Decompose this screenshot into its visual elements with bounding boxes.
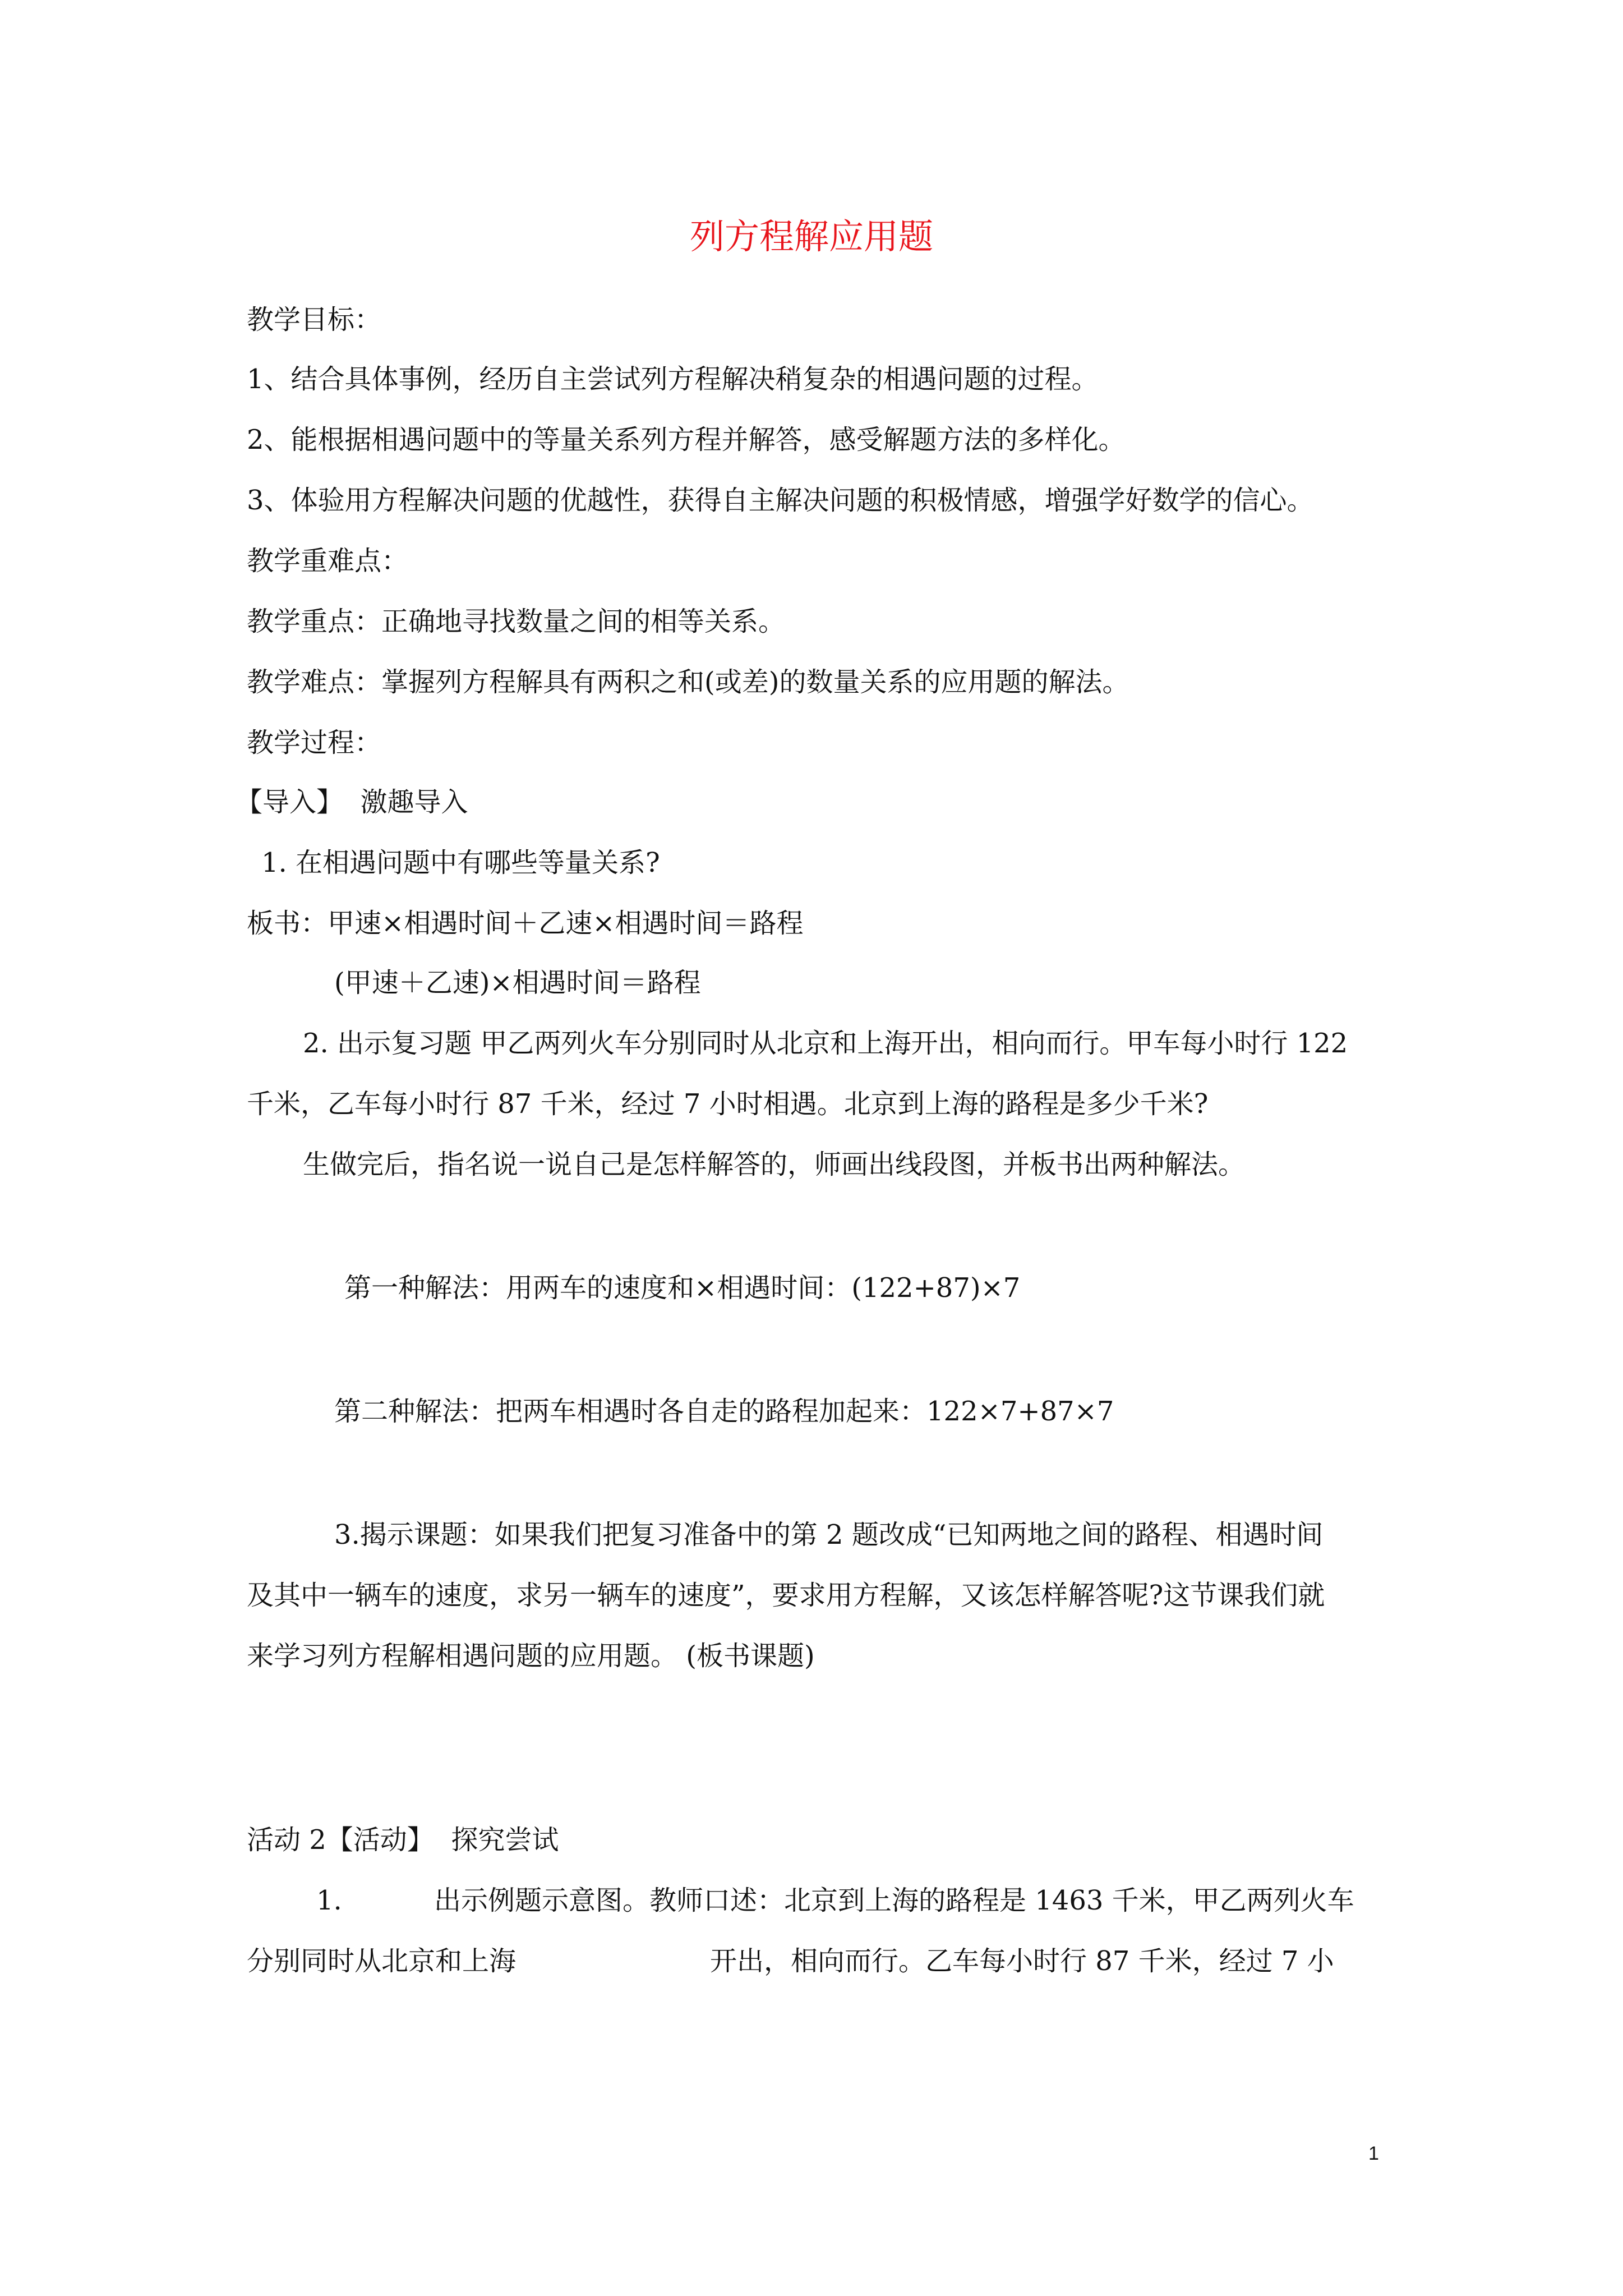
- question-3-line-1: 3.揭示课题：如果我们把复习准备中的第 2 题改成“已知两地之间的路程、相遇时间: [334, 1519, 1324, 1550]
- activity-2-heading: 活动 2【活动】 探究尝试: [247, 1824, 559, 1856]
- question-1: 1. 在相遇问题中有哪些等量关系?: [261, 847, 660, 878]
- activity-item-number: 1.: [316, 1885, 342, 1916]
- board-line-1: 板书：甲速×相遇时间＋乙速×相遇时间＝路程: [247, 908, 804, 939]
- board-line-2: (甲速＋乙速)×相遇时间＝路程: [334, 967, 701, 999]
- question-3-line-2: 及其中一辆车的速度，求另一辆车的速度”，要求用方程解，又该怎样解答呢?这节课我们就: [247, 1580, 1325, 1611]
- key-point: 教学重点：正确地寻找数量之间的相等关系。: [247, 606, 786, 637]
- page-title: 列方程解应用题: [689, 216, 933, 257]
- key-points-heading: 教学重难点：: [247, 545, 409, 577]
- difficult-point: 教学难点：掌握列方程解具有两积之和(或差)的数量关系的应用题的解法。: [247, 666, 1129, 698]
- objective-item: 3、体验用方程解决问题的优越性，获得自主解决问题的积极情感，增强学好数学的信心。: [247, 485, 1314, 516]
- intro-heading: 【导入】 激趣导入: [236, 786, 468, 818]
- activity-item-line-1: 出示例题示意图。教师口述：北京到上海的路程是 1463 千米，甲乙两列火车: [434, 1885, 1354, 1916]
- method-1: 第一种解法：用两车的速度和×相遇时间：(122+87)×7: [344, 1272, 1021, 1304]
- objectives-heading: 教学目标：: [247, 304, 382, 335]
- objective-item: 1、结合具体事例，经历自主尝试列方程解决稍复杂的相遇问题的过程。: [247, 364, 1099, 395]
- question-2-line-2: 千米，乙车每小时行 87 千米，经过 7 小时相遇。北京到上海的路程是多少千米?: [247, 1088, 1209, 1120]
- question-3-line-3: 来学习列方程解相遇问题的应用题。 (板书课题): [247, 1640, 815, 1672]
- question-2-line-1: 2. 出示复习题 甲乙两列火车分别同时从北京和上海开出，相向而行。甲车每小时行 122: [303, 1028, 1348, 1059]
- page-number: 1: [1368, 2143, 1379, 2164]
- activity-item-line-2-left: 分别同时从北京和上海: [247, 1945, 517, 1977]
- method-2: 第二种解法：把两车相遇时各自走的路程加起来：122×7+87×7: [334, 1396, 1114, 1427]
- question-2-line-3: 生做完后，指名说一说自己是怎样解答的，师画出线段图，并板书出两种解法。: [303, 1149, 1246, 1180]
- activity-item-line-2-right: 开出，相向而行。乙车每小时行 87 千米，经过 7 小: [710, 1945, 1334, 1977]
- objective-item: 2、能根据相遇问题中的等量关系列方程并解答，感受解题方法的多样化。: [247, 424, 1126, 455]
- process-heading: 教学过程：: [247, 727, 382, 758]
